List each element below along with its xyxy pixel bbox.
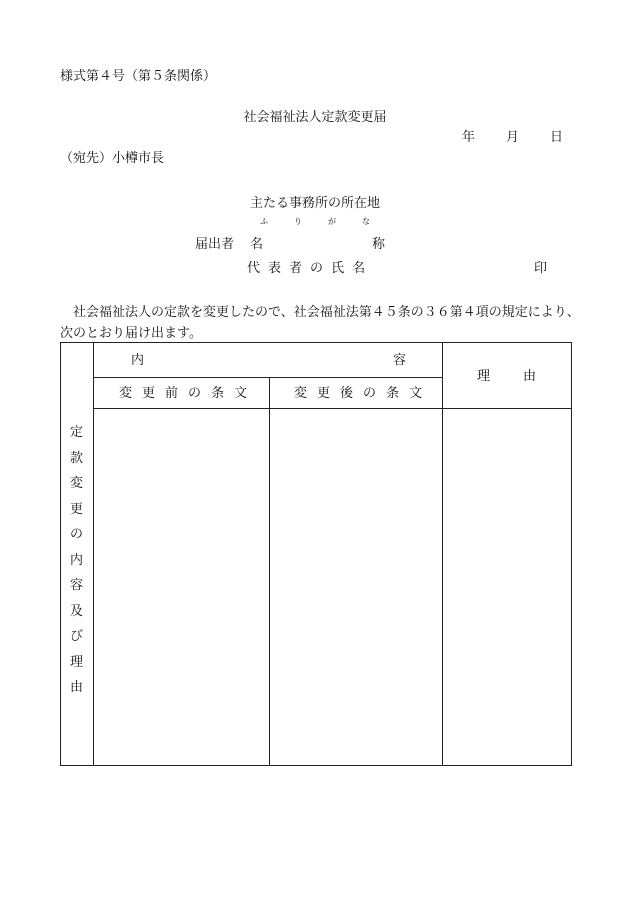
before-text-cell[interactable] — [98, 416, 264, 756]
rep-char: 名 — [352, 261, 366, 276]
content-header-first: 内 — [131, 353, 145, 368]
before-header-char: 前 — [165, 386, 179, 401]
rep-char: 者 — [289, 261, 303, 276]
furigana-char: が — [328, 217, 336, 226]
divider-label-column — [93, 342, 94, 766]
row-header-char: 更 — [69, 501, 83, 517]
table-border-bottom — [60, 765, 572, 766]
addressee: （宛先）小樽市長 — [60, 151, 165, 166]
furigana-row — [0, 218, 630, 226]
furigana-char: り — [294, 217, 302, 226]
furigana-char: な — [362, 217, 370, 226]
rep-char: 代 — [247, 261, 261, 276]
before-header-char: 更 — [142, 386, 156, 401]
divider-content-reason — [442, 342, 443, 766]
amendment-table — [60, 342, 572, 766]
form-number: 様式第４号（第５条関係） — [60, 69, 217, 84]
before-header — [119, 387, 247, 400]
date-month: 月 — [506, 130, 520, 145]
before-header-char: 文 — [234, 386, 248, 401]
before-header-char: 変 — [119, 386, 133, 401]
table-border-right — [571, 342, 572, 766]
before-header-char: の — [188, 386, 202, 401]
reason-header-char: 由 — [523, 369, 537, 384]
reason-header-char: 理 — [477, 369, 491, 384]
divider-before-after — [269, 377, 270, 766]
row-header-char: 由 — [69, 680, 83, 695]
row-header-char: 容 — [69, 578, 83, 593]
row-header-char: び — [69, 629, 83, 644]
representative-name-label — [247, 262, 373, 275]
after-header-char: 後 — [340, 386, 354, 401]
divider-header-body — [93, 408, 572, 409]
row-header-char: 及 — [69, 603, 83, 619]
date-year: 年 — [462, 130, 476, 145]
rep-char: の — [310, 261, 324, 276]
row-header-char: 款 — [69, 450, 83, 466]
name-label-second: 称 — [372, 237, 386, 252]
row-header-char: 定 — [69, 425, 83, 440]
rep-char: 氏 — [331, 261, 345, 276]
after-header — [294, 387, 422, 400]
applicant-label: 届出者 — [195, 237, 235, 252]
after-header-char: 変 — [294, 386, 308, 401]
row-header-char: の — [69, 527, 83, 542]
document-title: 社会福祉法人定款変更届 — [243, 110, 387, 125]
row-header-char: 理 — [69, 654, 83, 670]
row-header-char: 内 — [69, 552, 83, 568]
row-header-char: 変 — [69, 476, 83, 491]
name-label-first: 名 — [250, 237, 264, 252]
content-header-second: 容 — [393, 353, 407, 368]
reason-header — [477, 370, 536, 383]
after-header-char: の — [363, 386, 377, 401]
date-day: 日 — [550, 130, 564, 145]
rep-char: 表 — [268, 261, 282, 276]
divider-content-header — [93, 377, 443, 378]
body-text: 社会福祉法人の定款を変更したので、社会福祉法第４５条の３６第４項の規定により、次のとおり届け出ます。 — [60, 305, 580, 341]
row-header-vertical — [60, 420, 93, 701]
reason-text-cell[interactable] — [447, 416, 567, 756]
office-location-label: 主たる事務所の所在地 — [249, 196, 380, 211]
before-header-char: 条 — [211, 386, 225, 401]
after-text-cell[interactable] — [274, 416, 437, 756]
furigana-char: ふ — [260, 217, 268, 226]
after-header-char: 更 — [317, 386, 331, 401]
seal-mark: 印 — [534, 261, 548, 276]
after-header-char: 条 — [386, 386, 400, 401]
table-border-top — [60, 342, 572, 343]
after-header-char: 文 — [409, 386, 423, 401]
date-row — [462, 131, 563, 144]
